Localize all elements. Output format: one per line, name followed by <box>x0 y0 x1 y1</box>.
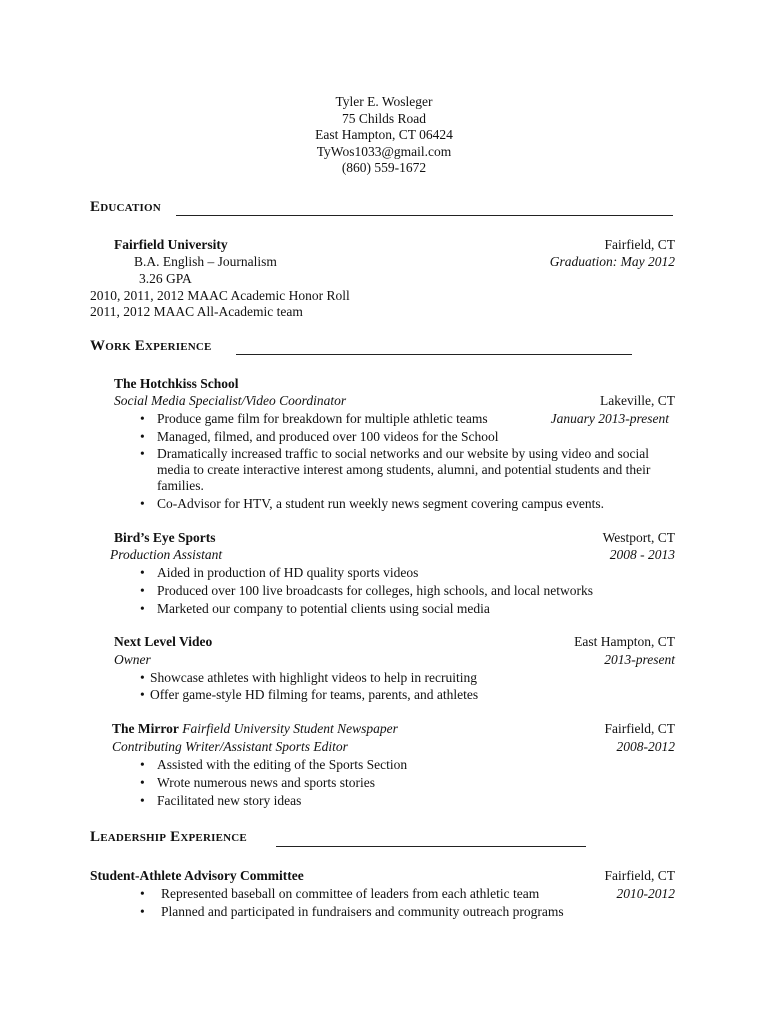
job-dates: January 2013-present <box>550 411 669 426</box>
job-bullet-row <box>0 756 768 773</box>
job-row <box>0 529 768 546</box>
bullet-icon: • <box>140 757 145 772</box>
phone-number: (860) 559-1672 <box>341 160 427 176</box>
job-dates: 2008 - 2013 <box>609 547 675 562</box>
bullet-icon: • <box>140 687 145 702</box>
job-bullet-continuation <box>0 461 768 478</box>
bullet-icon: • <box>140 429 145 444</box>
bullet-icon: • <box>140 904 145 919</box>
education-school-row <box>0 236 768 253</box>
leadership-bullet-row <box>0 903 768 920</box>
job-org: The Mirror <box>112 721 179 736</box>
leadership-bullet: Represented baseball on committee of leaders from each athletic team <box>161 886 540 901</box>
job-bullet-continuation <box>0 477 768 494</box>
education-honor-row <box>0 287 768 304</box>
leadership-bullet-row <box>0 885 768 902</box>
education-heading: Education <box>90 199 161 215</box>
bullet-icon: • <box>140 565 145 580</box>
job-bullet-row <box>0 445 768 462</box>
job-row <box>0 720 768 737</box>
job-bullet-row <box>0 428 768 445</box>
job-bullet-row <box>0 669 768 686</box>
bullet-icon: • <box>140 583 145 598</box>
job-row <box>0 375 768 392</box>
job-role: Production Assistant <box>110 547 223 562</box>
job-role-row <box>0 546 768 563</box>
education-degree-row <box>0 253 768 270</box>
job-role-row <box>0 738 768 755</box>
job-role: Social Media Specialist/Video Coordinator <box>114 393 347 408</box>
job-bullet: Wrote numerous news and sports stories <box>157 775 376 790</box>
school-name: Fairfield University <box>114 237 228 252</box>
job-bullet: media to create interactive interest among students, alumni, and potential students and their <box>157 462 651 477</box>
job-org: The Hotchkiss School <box>114 376 239 391</box>
leadership-row <box>0 867 768 884</box>
job-bullet-row <box>0 410 768 427</box>
job-bullet: Marketed our company to potential clients using social media <box>157 601 490 616</box>
bullet-icon: • <box>140 446 145 461</box>
school-location: Fairfield, CT <box>604 237 675 252</box>
city-state-zip: East Hampton, CT 06424 <box>315 127 453 143</box>
job-dates: 2008-2012 <box>616 739 675 754</box>
job-row <box>0 633 768 650</box>
leadership-location: Fairfield, CT <box>604 868 675 883</box>
bullet-icon: • <box>140 601 145 616</box>
job-bullet: Facilitated new story ideas <box>157 793 302 808</box>
job-location: Lakeville, CT <box>600 393 675 408</box>
email-address: TyWos1033@gmail.com <box>316 143 452 159</box>
job-org: Bird’s Eye Sports <box>114 530 216 545</box>
job-location: Fairfield, CT <box>604 721 675 736</box>
leadership-bullet: Planned and participated in fundraisers and community outreach programs <box>161 904 564 919</box>
job-location: East Hampton, CT <box>574 634 675 649</box>
leadership-heading: Leadership Experience <box>90 829 247 845</box>
full-name: Tyler E. Wosleger <box>335 94 433 109</box>
bullet-icon: • <box>140 775 145 790</box>
job-bullet: families. <box>157 478 204 493</box>
job-bullet: Produce game film for breakdown for multiple athletic teams <box>157 411 488 426</box>
graduation-date: Graduation: May 2012 <box>549 254 675 269</box>
bullet-icon: • <box>140 496 145 511</box>
job-org-line <box>112 720 398 737</box>
bullet-icon: • <box>140 670 145 685</box>
work-experience-rule <box>236 354 632 355</box>
degree: B.A. English – Journalism <box>134 254 277 269</box>
contact-header <box>0 94 768 177</box>
job-role-row <box>0 392 768 409</box>
gpa: 3.26 GPA <box>139 271 192 286</box>
job-dates: 2013-present <box>604 652 675 667</box>
bullet-icon: • <box>140 886 145 901</box>
job-role: Contributing Writer/Assistant Sports Editor <box>112 739 348 754</box>
job-role-row <box>0 651 768 668</box>
bullet-icon: • <box>140 793 145 808</box>
work-experience-heading: Work Experience <box>90 338 212 354</box>
all-academic-team: 2011, 2012 MAAC All-Academic team <box>90 304 303 319</box>
street-address: 75 Childs Road <box>341 110 426 126</box>
job-bullet-row <box>0 495 768 512</box>
job-bullet-row <box>0 582 768 599</box>
job-bullet: Produced over 100 live broadcasts for colleges, high schools, and local networks <box>157 583 594 598</box>
job-org: Next Level Video <box>114 634 213 649</box>
job-bullet: Assisted with the editing of the Sports Section <box>157 757 408 772</box>
education-honor-row <box>0 303 768 320</box>
education-gpa-row <box>0 270 768 287</box>
job-bullet: Co-Advisor for HTV, a student run weekly news segment covering campus events. <box>157 496 605 511</box>
job-bullet: Dramatically increased traffic to social networks and our website by using video and social <box>157 446 649 461</box>
job-org-sub: Fairfield University Student Newspaper <box>182 721 398 736</box>
job-bullet: Offer game-style HD filming for teams, parents, and athletes <box>150 687 479 702</box>
leadership-dates: 2010-2012 <box>616 886 675 901</box>
job-bullet: Aided in production of HD quality sports videos <box>157 565 419 580</box>
job-bullet-row <box>0 686 768 703</box>
job-bullet-row <box>0 774 768 791</box>
leadership-org: Student-Athlete Advisory Committee <box>90 868 304 883</box>
education-rule <box>176 215 673 216</box>
bullet-icon: • <box>140 411 145 426</box>
job-bullet-row <box>0 792 768 809</box>
job-bullet: Managed, filmed, and produced over 100 videos for the School <box>157 429 499 444</box>
job-bullet: Showcase athletes with highlight videos to help in recruiting <box>150 670 477 685</box>
job-bullet-row <box>0 564 768 581</box>
job-role: Owner <box>114 652 151 667</box>
leadership-rule <box>276 846 586 847</box>
job-location: Westport, CT <box>602 530 675 545</box>
honor-roll: 2010, 2011, 2012 MAAC Academic Honor Roll <box>90 288 350 303</box>
job-bullet-row <box>0 600 768 617</box>
